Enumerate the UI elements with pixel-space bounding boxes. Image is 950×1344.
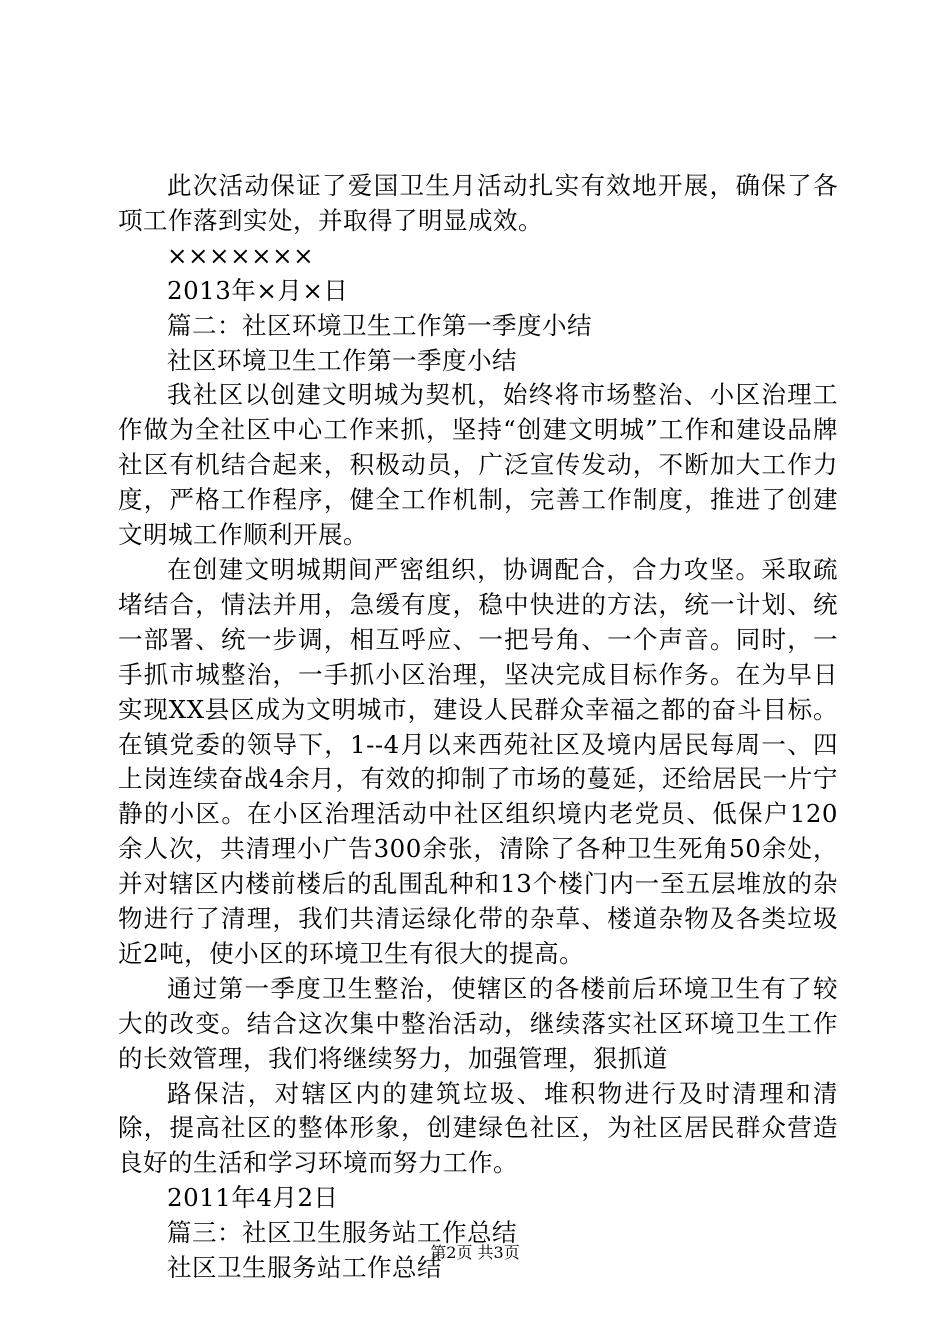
document-body — [118, 169, 838, 1286]
paragraph-activity-conclusion: 此次活动保证了爱国卫生月活动扎实有效地开展，确保了各项工作落到实处，并取得了明显成效。 — [118, 171, 838, 235]
paragraph-organization: 在创建文明城期间严密组织，协调配合，合力攻坚。采取疏堵结合，情法并用，急缓有度，稳中快进的方法，统一计划、统一部署、统一步调，相互呼应、一把号角、一个声音。同时，一手抓市城整治，一手抓小区治理，坚决完成目标作务。在为早日实现XX县区成为文明城市，建设人民群众幸福之都的奋斗目标。在镇党委的领导下，1--4月以来西苑社区及境内居民每周一、四上岗连续奋战4余月，有效的抑制了市场的蔓延，还给居民一片宁静的小区。在小区治理活动中社区组织境内老党员、低保户120余人次，共清理小广告300余张，清除了各种卫生死角50余处，并对辖区内楼前楼后的乱围乱种和13个楼门内一至五层堆放的杂物进行了清理，我们共清运绿化带的杂草、楼道杂物及各类垃圾近2吨，使小区的环境卫生有很大的提高。 — [118, 554, 838, 968]
section-title-part-two: 社区环境卫生工作第一季度小结 — [167, 345, 517, 375]
paragraph-results-continued: 路保洁，对辖区内的建筑垃圾、堆积物进行及时清理和清除，提高社区的整体形象，创建绿色社区，为社区居民群众营造良好的生活和学习环境而努力工作。 — [118, 1078, 838, 1178]
paragraph-intro: 我社区以创建文明城为契机，始终将市场整治、小区治理工作做为全社区中心工作来抓，坚持“创建文明城”工作和建设品牌社区有机结合起来，积极动员，广泛宣传发动，不断加大工作力度，严格工作程序，健全工作机制，完善工作制度，推进了创建文明城工作顺利开展。 — [118, 380, 838, 550]
paragraph-results: 通过第一季度卫生整治，使辖区的各楼前后环境卫生有了较大的改变。结合这次集中整治活动，继续落实社区环境卫生工作的长效管理，我们将继续努力，加强管理，狠抓道 — [118, 973, 838, 1073]
section-heading-part-two: 篇二：社区环境卫生工作第一季度小结 — [167, 310, 592, 340]
section-heading-part-three: 篇三：社区卫生服务站工作总结 — [167, 1218, 517, 1248]
date-line-2011: 2011年4月2日 — [167, 1183, 339, 1213]
signature-placeholder: ××××××× — [167, 240, 315, 270]
date-line-2013: 2013年×月×日 — [167, 275, 349, 305]
section-title-part-three: 社区卫生服务站工作总结 — [167, 1253, 442, 1283]
page-number-footer: 第2页 共3页 — [430, 1243, 520, 1262]
